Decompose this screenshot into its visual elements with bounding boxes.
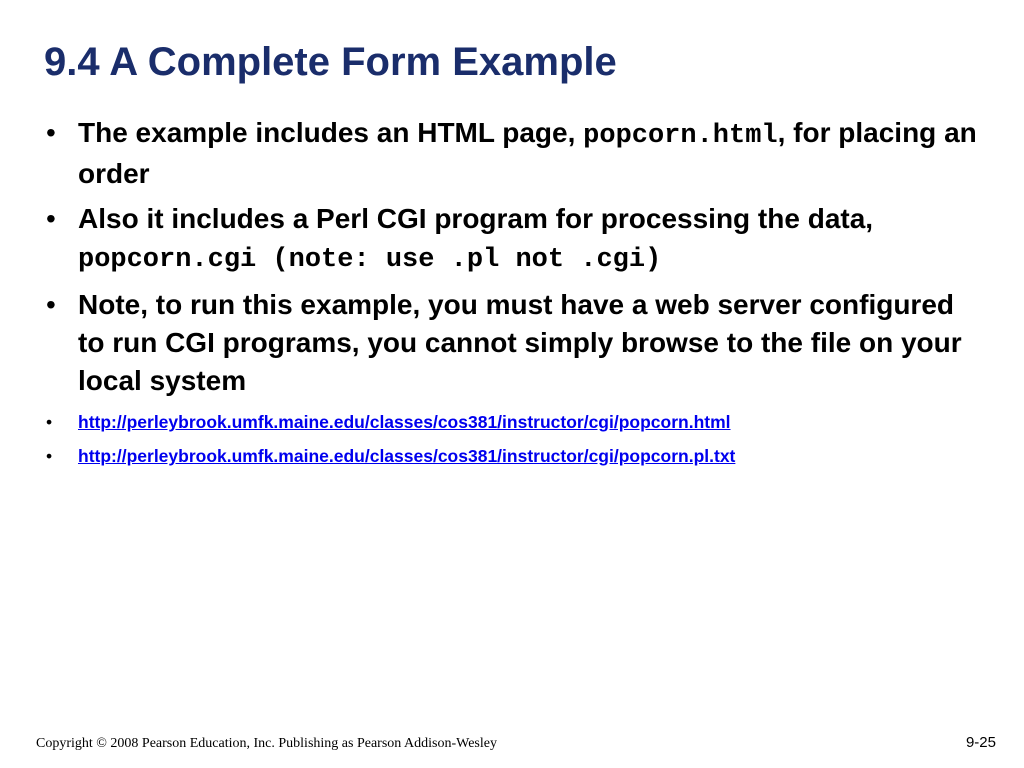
bullet-dot-icon: • xyxy=(46,203,56,234)
bullet-text: The example includes an HTML page, xyxy=(78,117,584,148)
link-item-popcorn-html xyxy=(46,407,986,437)
bullet-suffix: , for placing an order xyxy=(78,117,977,189)
popcorn-pl-txt-link[interactable]: http://perleybrook.umfk.maine.edu/classes/cos381/instructor/cgi/popcorn.pl.txt xyxy=(78,446,736,466)
bullet-list xyxy=(46,114,986,471)
bullet-item xyxy=(46,286,986,400)
bullet-text: Note, to run this example, you must have a web server configured to run CGI programs, you cannot simply browse to the file on your local system xyxy=(78,289,962,396)
popcorn-html-link[interactable]: http://perleybrook.umfk.maine.edu/classes/cos381/instructor/cgi/popcorn.html xyxy=(78,412,731,432)
bullet-dot-icon: • xyxy=(46,289,56,320)
page-number: 9-25 xyxy=(965,734,996,751)
bullet-dot-icon: • xyxy=(46,117,56,148)
link-item-popcorn-pl-txt xyxy=(46,441,986,471)
bullet-dot-icon: • xyxy=(46,446,53,466)
bullet-dot-icon: • xyxy=(46,412,53,432)
bullet-code: popcorn.cgi (note: use .pl not .cgi) xyxy=(78,245,662,275)
bullet-item xyxy=(46,114,986,193)
bullet-item xyxy=(46,200,986,279)
bullet-code: popcorn.html xyxy=(583,121,778,151)
bullet-text: Also it includes a Perl CGI program for processing the data, xyxy=(78,203,874,234)
slide-title: 9.4 A Complete Form Example xyxy=(44,40,617,84)
copyright-footer: Copyright © 2008 Pearson Education, Inc. Publishing as Pearson Addison-Wesley xyxy=(36,736,497,751)
